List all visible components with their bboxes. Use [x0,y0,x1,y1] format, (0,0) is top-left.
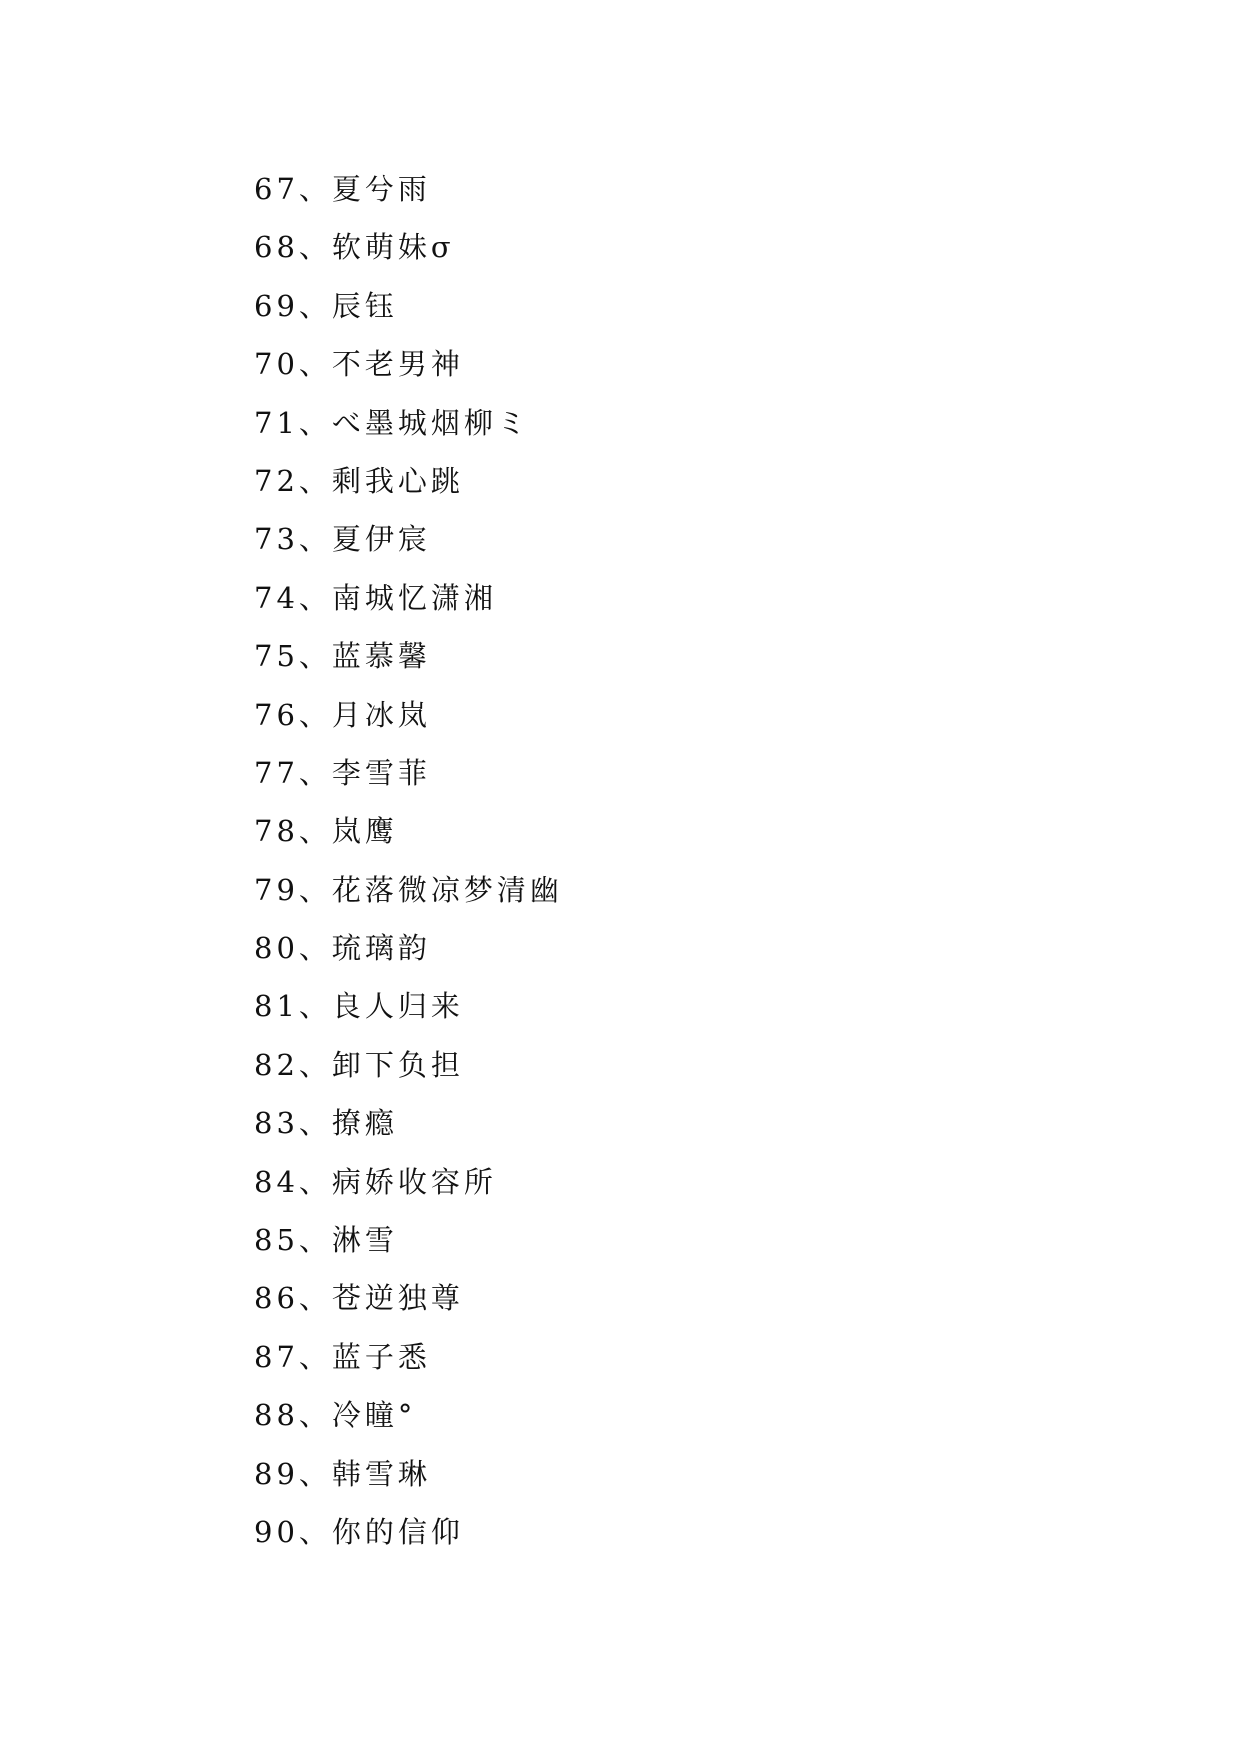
list-item: 73、夏伊宸 [254,522,431,557]
list-item: 81、良人归来 [254,989,464,1024]
list-item: 79、花落微凉梦清幽 [254,872,563,907]
list-item: 71、べ墨城烟柳ミ [254,405,530,440]
list-item: 88、冷瞳° [254,1398,417,1433]
list-item: 89、韩雪琳 [254,1456,431,1491]
list-item: 84、病娇收容所 [254,1164,497,1199]
list-item: 87、蓝子悉 [254,1339,431,1374]
list-item: 90、你的信仰 [254,1514,464,1549]
list-item: 75、蓝慕馨 [254,639,431,674]
list-item: 86、苍逆独尊 [254,1281,464,1316]
list-item: 69、辰钰 [254,288,398,323]
list-item: 78、岚鹰 [254,814,398,849]
list-item: 80、琉璃韵 [254,931,431,966]
list-item: 72、剩我心跳 [254,463,464,498]
list-item: 74、南城忆潇湘 [254,580,497,615]
list-item: 68、软萌妹σ [254,230,455,265]
list-item: 83、撩瘾 [254,1106,398,1141]
list-item: 67、夏兮雨 [254,172,431,206]
list-item: 77、李雪菲 [254,755,431,790]
list-item: 82、卸下负担 [254,1047,464,1082]
list-item: 85、淋雪 [254,1223,398,1258]
list-item: 76、月冰岚 [254,697,431,732]
nickname-list [254,160,563,1561]
list-item: 70、不老男神 [254,347,464,382]
